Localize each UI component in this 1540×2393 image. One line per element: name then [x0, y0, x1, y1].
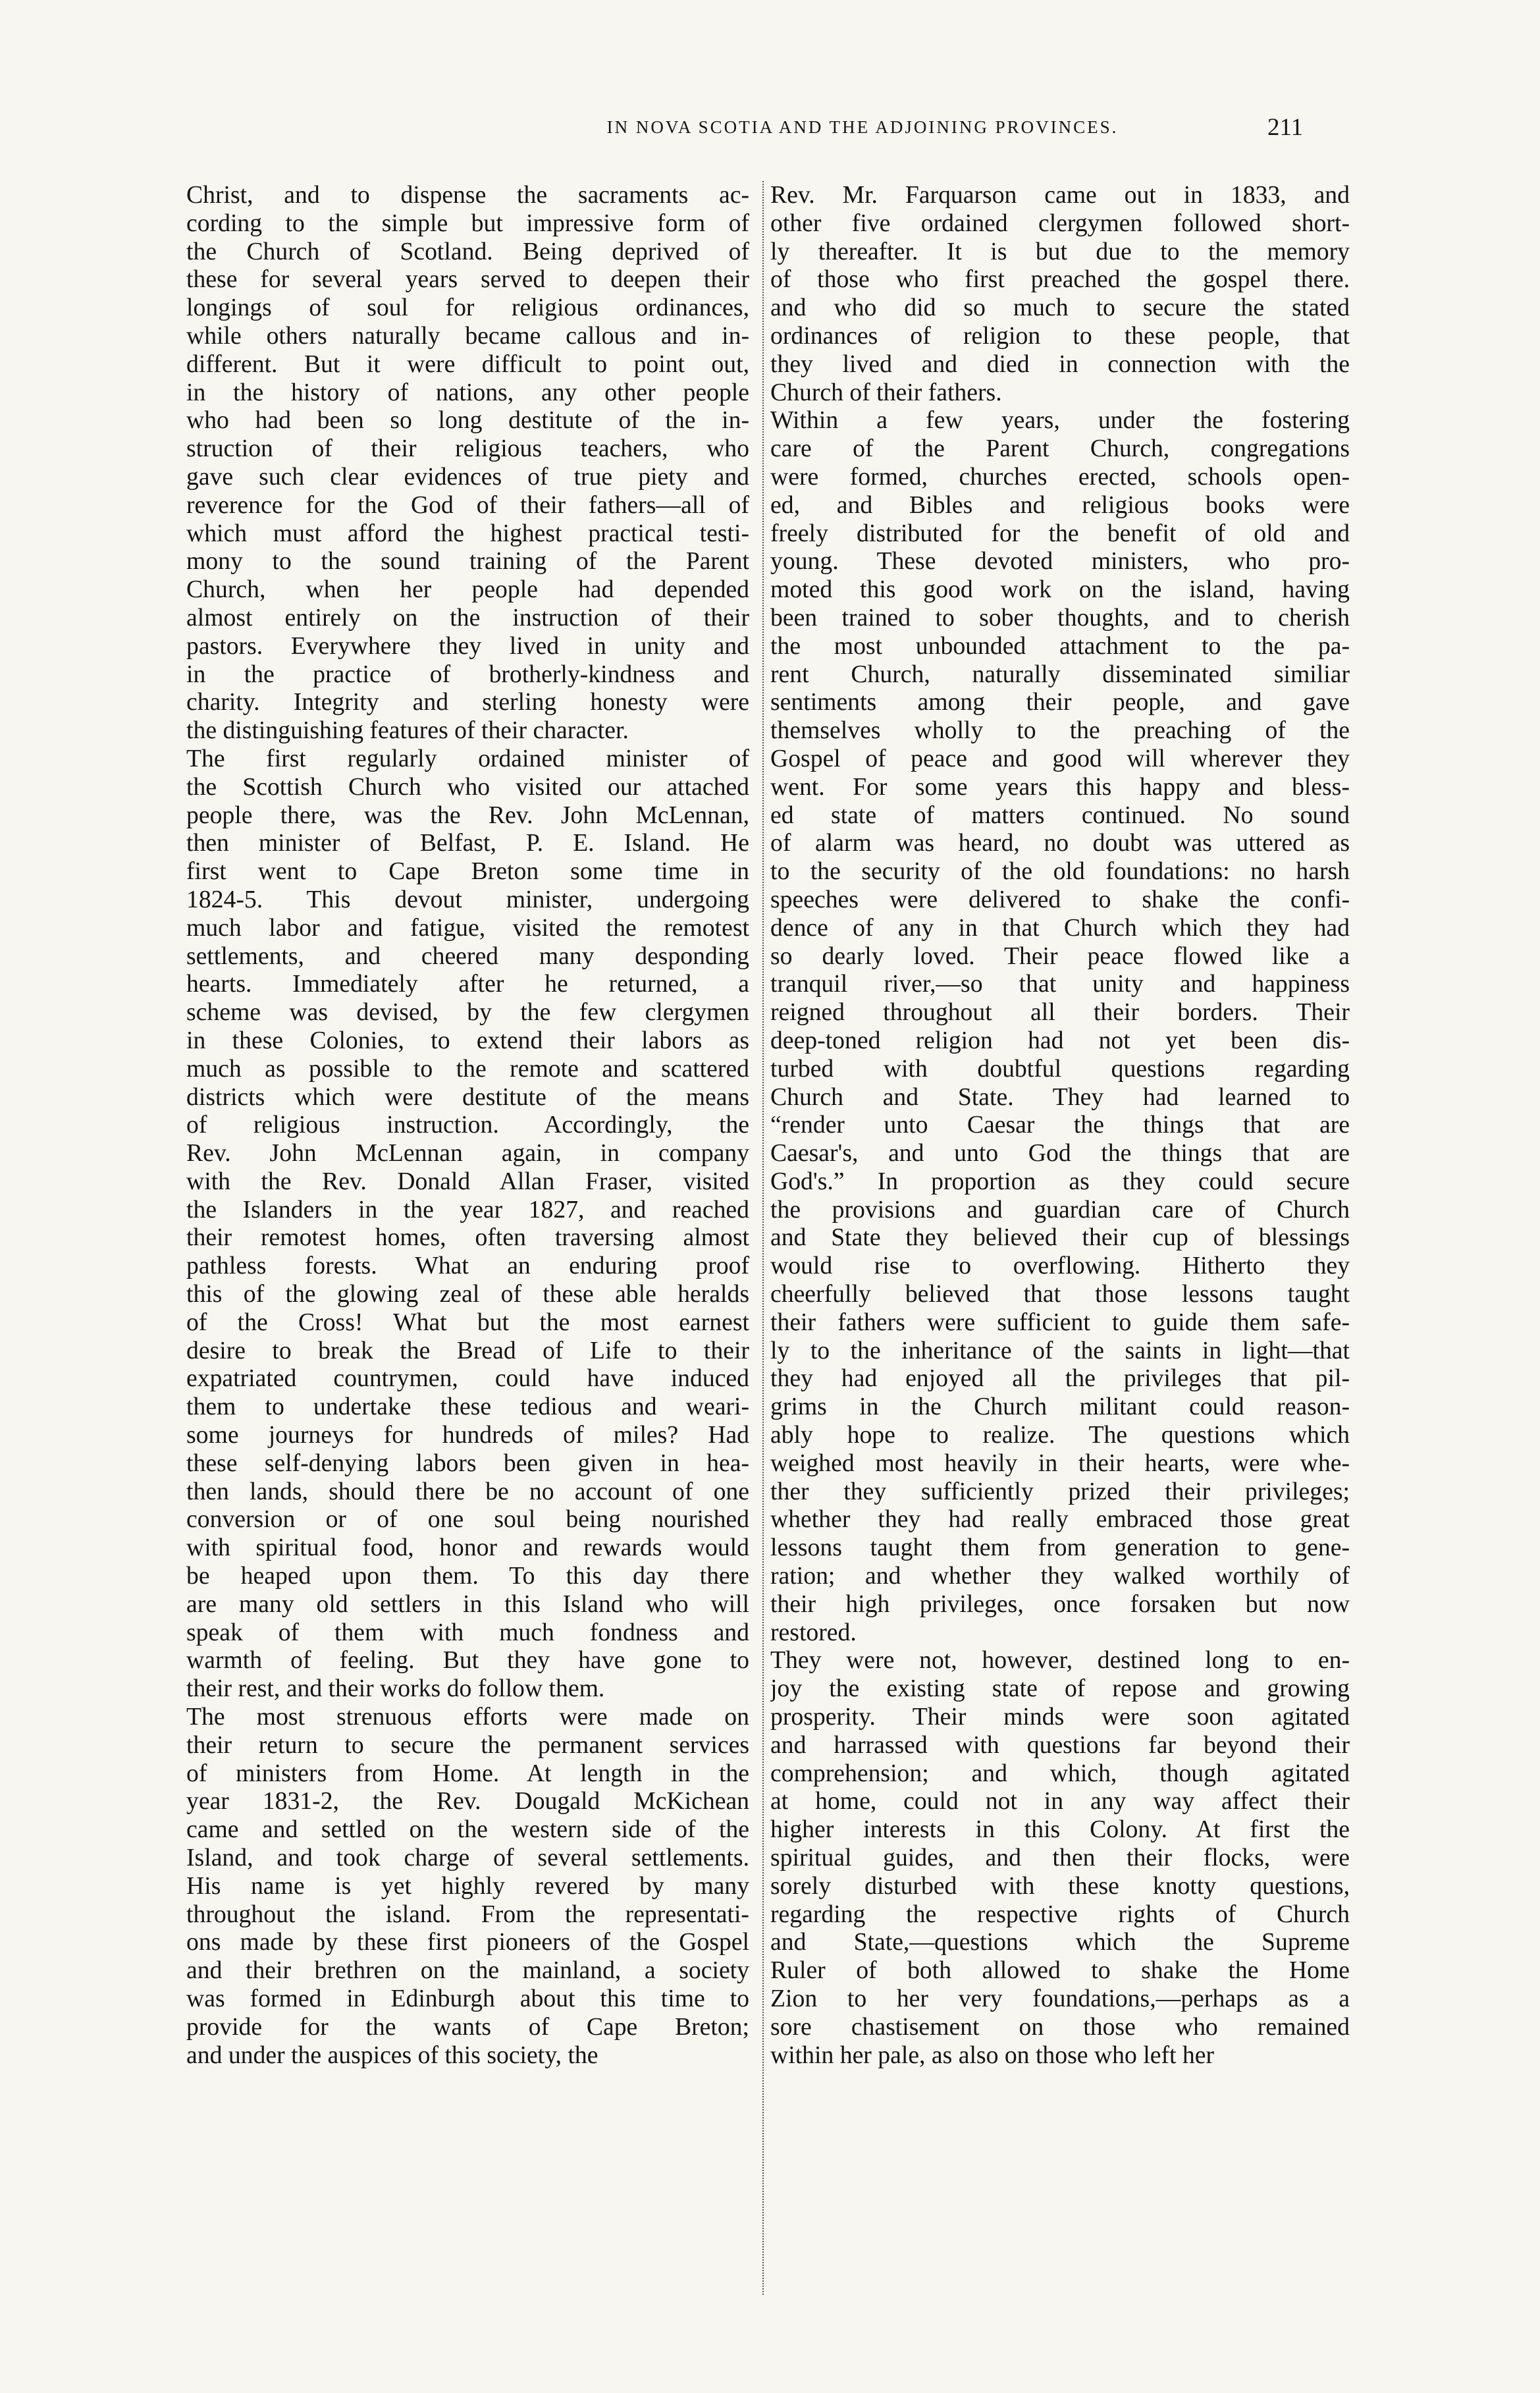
text-line: care of the Parent Church, congregations	[770, 435, 1350, 463]
text-line: ration; and whether they walked worthily of	[770, 1562, 1350, 1590]
text-line: settlements, and cheered many desponding	[186, 942, 749, 970]
text-line: Gospel of peace and good will wherever they	[770, 744, 1350, 772]
text-line: much as possible to the remote and scattered	[186, 1054, 749, 1083]
text-line: people there, was the Rev. John McLennan,	[186, 801, 749, 829]
text-line: with the Rev. Donald Allan Fraser, visited	[186, 1167, 749, 1195]
text-line: warmth of feeling. But they have gone to	[186, 1646, 749, 1675]
text-line: conversion or of one soul being nourished	[186, 1505, 749, 1534]
text-line: the most unbounded attachment to the pa-	[770, 632, 1350, 660]
text-line: and under the auspices of this society, the	[186, 2041, 598, 2069]
text-line: their rest, and their works do follow them.	[186, 1675, 605, 1703]
text-line: and State they believed their cup of blessings	[770, 1223, 1350, 1252]
text-line: ther they sufficiently prized their privileges;	[770, 1477, 1350, 1505]
text-line: “render unto Caesar the things that are	[770, 1111, 1350, 1139]
text-line: their high privileges, once forsaken but now	[770, 1590, 1350, 1618]
text-line: Church of their fathers.	[770, 378, 1002, 406]
text-line: of alarm was heard, no doubt was uttered as	[770, 829, 1350, 857]
text-line: scheme was devised, by the few clergymen	[186, 998, 749, 1027]
text-line: restored.	[770, 1618, 857, 1646]
text-line: reigned throughout all their borders. Their	[770, 998, 1350, 1027]
text-line: prosperity. Their minds were soon agitated	[770, 1703, 1350, 1731]
text-line: and who did so much to secure the stated	[770, 294, 1350, 322]
text-line: joy the existing state of repose and growing	[770, 1675, 1350, 1703]
text-line: cording to the simple but impressive form of	[186, 209, 749, 237]
text-line: while others naturally became callous and in-	[186, 321, 749, 350]
text-line: was formed in Edinburgh about this time to	[186, 1985, 749, 2012]
text-line: pathless forests. What an enduring proof	[186, 1252, 749, 1280]
text-line: ons made by these first pioneers of the Gospel	[186, 1928, 749, 1956]
text-line: of ministers from Home. At length in the	[186, 1759, 749, 1787]
text-line: some journeys for hundreds of miles? Had	[186, 1421, 749, 1449]
text-line: lessons taught them from generation to gene-	[770, 1534, 1350, 1562]
text-line: of the Cross! What but the most earnest	[186, 1308, 749, 1336]
text-line: ly thereafter. It is but due to the memory	[770, 237, 1350, 265]
text-line: mony to the sound training of the Parent	[186, 547, 749, 576]
text-line: and harrassed with questions far beyond their	[770, 1731, 1350, 1759]
text-line: year 1831-2, the Rev. Dougald McKichean	[186, 1787, 749, 1815]
text-line: different. But it were difficult to point out,	[186, 350, 749, 378]
text-line: struction of their religious teachers, who	[186, 435, 749, 463]
text-line: are many old settlers in this Island who will	[186, 1590, 749, 1618]
text-line: reverence for the God of their fathers—all of	[186, 491, 749, 519]
text-line: came and settled on the western side of the	[186, 1815, 749, 1844]
column-divider	[762, 181, 764, 2295]
text-line: in the practice of brotherly-kindness and	[186, 660, 749, 688]
text-line: Church and State. They had learned to	[770, 1083, 1350, 1111]
text-line: God's.” In proportion as they could secure	[770, 1167, 1350, 1195]
text-line: and their brethren on the mainland, a society	[186, 1956, 749, 1985]
text-line: weighed most heavily in their hearts, were whe-	[770, 1449, 1350, 1477]
text-line: speak of them with much fondness and	[186, 1618, 749, 1646]
text-line: the Church of Scotland. Being deprived of	[186, 237, 749, 265]
text-line: the Scottish Church who visited our attached	[186, 772, 749, 801]
text-line: provide for the wants of Cape Breton;	[186, 2012, 749, 2041]
text-line: sore chastisement on those who remained	[770, 2012, 1350, 2041]
text-line: pastors. Everywhere they lived in unity and	[186, 632, 749, 660]
text-line: spiritual guides, and then their flocks, were	[770, 1844, 1350, 1872]
text-line: moted this good work on the island, having	[770, 576, 1350, 604]
text-line: comprehension; and which, though agitated	[770, 1759, 1350, 1787]
page-number: 211	[1267, 114, 1304, 141]
text-line: of religious instruction. Accordingly, the	[186, 1111, 749, 1139]
text-line: Rev. John McLennan again, in company	[186, 1139, 749, 1168]
text-line: this of the glowing zeal of these able heralds	[186, 1280, 749, 1308]
text-line: Rev. Mr. Farquarson came out in 1833, and	[770, 181, 1350, 209]
text-line: at home, could not in any way affect their	[770, 1787, 1350, 1815]
text-line: these self-denying labors been given in hea-	[186, 1449, 749, 1477]
text-line: the provisions and guardian care of Church	[770, 1195, 1350, 1223]
text-line: they had enjoyed all the privileges that pil-	[770, 1364, 1350, 1393]
text-line: They were not, however, destined long to en-	[770, 1646, 1350, 1675]
text-line: their remotest homes, often traversing almost	[186, 1223, 749, 1252]
text-line: throughout the island. From the representati-	[186, 1900, 749, 1928]
text-line: ordinances of religion to these people, that	[770, 321, 1350, 350]
text-line: sorely disturbed with these knotty questions,	[770, 1871, 1350, 1900]
text-line: young. These devoted ministers, who pro-	[770, 547, 1350, 576]
text-line: other five ordained clergymen followed short-	[770, 209, 1350, 237]
text-line: which must afford the highest practical testi-	[186, 519, 749, 547]
text-line: freely distributed for the benefit of old and	[770, 519, 1350, 547]
text-line: were formed, churches erected, schools open-	[770, 462, 1350, 491]
text-line: first went to Cape Breton some time in	[186, 857, 749, 886]
text-line: 1824-5. This devout minister, undergoing	[186, 885, 749, 913]
text-line: ly to the inheritance of the saints in light—that	[770, 1336, 1350, 1364]
text-line: deep-toned religion had not yet been dis-	[770, 1026, 1350, 1054]
text-line: ed state of matters continued. No sound	[770, 801, 1350, 829]
text-line: Zion to her very foundations,—perhaps as a	[770, 1985, 1350, 2012]
text-line: Christ, and to dispense the sacraments ac-	[186, 181, 749, 209]
text-line: districts which were destitute of the means	[186, 1083, 749, 1111]
text-line: themselves wholly to the preaching of the	[770, 716, 1350, 745]
text-line: whether they had really embraced those great	[770, 1505, 1350, 1534]
text-line: turbed with doubtful questions regarding	[770, 1054, 1350, 1083]
text-line: expatriated countrymen, could have induced	[186, 1364, 749, 1393]
text-line: they lived and died in connection with the	[770, 350, 1350, 378]
text-line: The first regularly ordained minister of	[186, 744, 749, 772]
text-line: longings of soul for religious ordinances,	[186, 294, 749, 322]
text-line: Ruler of both allowed to shake the Home	[770, 1956, 1350, 1985]
text-line: speeches were delivered to shake the confi-	[770, 885, 1350, 913]
text-line: Within a few years, under the fostering	[770, 406, 1350, 435]
text-line: tranquil river,—so that unity and happiness	[770, 970, 1350, 998]
text-line: would rise to overflowing. Hitherto they	[770, 1252, 1350, 1280]
text-line: been trained to sober thoughts, and to cherish	[770, 603, 1350, 632]
text-line: with spiritual food, honor and rewards would	[186, 1534, 749, 1562]
text-line: their fathers were sufficient to guide them safe-	[770, 1308, 1350, 1336]
text-line: much labor and fatigue, visited the remotest	[186, 913, 749, 942]
text-line: in these Colonies, to extend their labors as	[186, 1026, 749, 1054]
left-text-column	[186, 181, 749, 2069]
text-line: in the history of nations, any other people	[186, 378, 749, 406]
text-line: grims in the Church militant could reason-	[770, 1393, 1350, 1421]
text-line: The most strenuous efforts were made on	[186, 1703, 749, 1731]
text-line: their return to secure the permanent services	[186, 1731, 749, 1759]
text-line: ed, and Bibles and religious books were	[770, 491, 1350, 519]
text-line: Island, and took charge of several settlements.	[186, 1844, 749, 1872]
text-line: charity. Integrity and sterling honesty were	[186, 688, 749, 716]
text-line: almost entirely on the instruction of their	[186, 603, 749, 632]
text-line: the distinguishing features of their character.	[186, 716, 629, 745]
text-line: His name is yet highly revered by many	[186, 1871, 749, 1900]
text-line: rent Church, naturally disseminated similiar	[770, 660, 1350, 688]
right-text-column	[770, 181, 1350, 2069]
text-line: then lands, should there be no account of one	[186, 1477, 749, 1505]
text-line: ably hope to realize. The questions which	[770, 1421, 1350, 1449]
text-line: the Islanders in the year 1827, and reached	[186, 1195, 749, 1223]
text-line: within her pale, as also on those who left her	[770, 2041, 1215, 2069]
text-line: be heaped upon them. To this day there	[186, 1562, 749, 1590]
text-line: higher interests in this Colony. At first the	[770, 1815, 1350, 1844]
text-line: of those who first preached the gospel there.	[770, 265, 1350, 294]
text-line: Church, when her people had depended	[186, 576, 749, 604]
text-line: to the security of the old foundations: no harsh	[770, 857, 1350, 886]
text-line: Caesar's, and unto God the things that are	[770, 1139, 1350, 1168]
text-line: gave such clear evidences of true piety and	[186, 462, 749, 491]
text-line: cheerfully believed that those lessons taught	[770, 1280, 1350, 1308]
text-line: then minister of Belfast, P. E. Island. He	[186, 829, 749, 857]
text-line: dence of any in that Church which they had	[770, 913, 1350, 942]
text-line: these for several years served to deepen their	[186, 265, 749, 294]
text-line: hearts. Immediately after he returned, a	[186, 970, 749, 998]
text-line: desire to break the Bread of Life to their	[186, 1336, 749, 1364]
text-line: who had been so long destitute of the in-	[186, 406, 749, 435]
text-line: them to undertake these tedious and weari-	[186, 1393, 749, 1421]
text-line: and State,—questions which the Supreme	[770, 1928, 1350, 1956]
text-line: sentiments among their people, and gave	[770, 688, 1350, 716]
text-line: went. For some years this happy and bless-	[770, 772, 1350, 801]
running-header: IN NOVA SCOTIA AND THE ADJOINING PROVINCES.	[606, 117, 1119, 137]
text-line: regarding the respective rights of Church	[770, 1900, 1350, 1928]
text-line: so dearly loved. Their peace flowed like a	[770, 942, 1350, 970]
